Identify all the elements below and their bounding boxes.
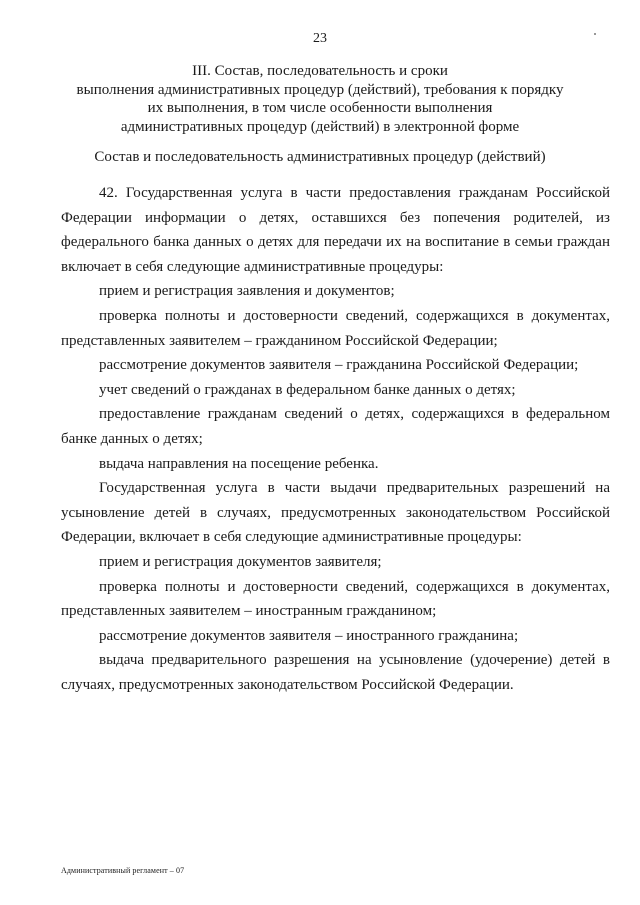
section-heading-line: административных процедур (действий) в электронной форме (120, 118, 520, 135)
paragraph: рассмотрение документов заявителя – иностранного гражданина; (99, 627, 519, 644)
paragraph: прием и регистрация заявления и документов; (99, 283, 395, 300)
paragraph: проверка полноты и достоверности сведений, содержащихся в документах, представленных заявителем – гражданином Российской Федерации; (61, 307, 610, 349)
paragraph: 42. Государственная услуга в части предоставления гражданам Российской Федерации информации о детях, оставшихся без попечения родителей, из федерального банка данных о детях для передачи их на воспитание в семьи граждан включает в себя следующие административные процедуры: (61, 185, 610, 275)
section-heading-line: III. Состав, последовательность и сроки (192, 63, 448, 79)
section-heading (60, 62, 580, 136)
paragraph: учет сведений о гражданах в федеральном банке данных о детях; (99, 381, 516, 398)
paragraph: Государственная услуга в части выдачи предварительных разрешений на усыновление детей в случаях, предусмотренных законодательством Российской Федерации, включает в себя следующие административные процедуры: (61, 480, 610, 546)
page-number: 23 (313, 31, 327, 46)
paragraph: выдача направления на посещение ребенка. (99, 455, 379, 472)
paragraph: рассмотрение документов заявителя – гражданина Российской Федерации; (99, 357, 579, 374)
subsection-heading: Состав и последовательность административных процедур (действий) (94, 149, 546, 165)
section-heading-line: их выполнения, в том числе особенности выполнения (147, 100, 493, 116)
paragraph: проверка полноты и достоверности сведений, содержащихся в документах, представленных заявителем – иностранным гражданином; (61, 578, 610, 620)
page-footer: Административный регламент – 07 (61, 866, 185, 875)
body-text (61, 181, 610, 697)
paragraph: прием и регистрация документов заявителя; (99, 553, 382, 570)
paragraph: предоставление гражданам сведений о детях, содержащихся в федеральном банке данных о детях; (61, 406, 610, 447)
paragraph: выдача предварительного разрешения на усыновление (удочерение) детей в случаях, предусмотренных законодательством Российской Федерации. (61, 652, 610, 693)
section-heading-line: выполнения административных процедур (действий), требования к порядку (76, 81, 564, 98)
